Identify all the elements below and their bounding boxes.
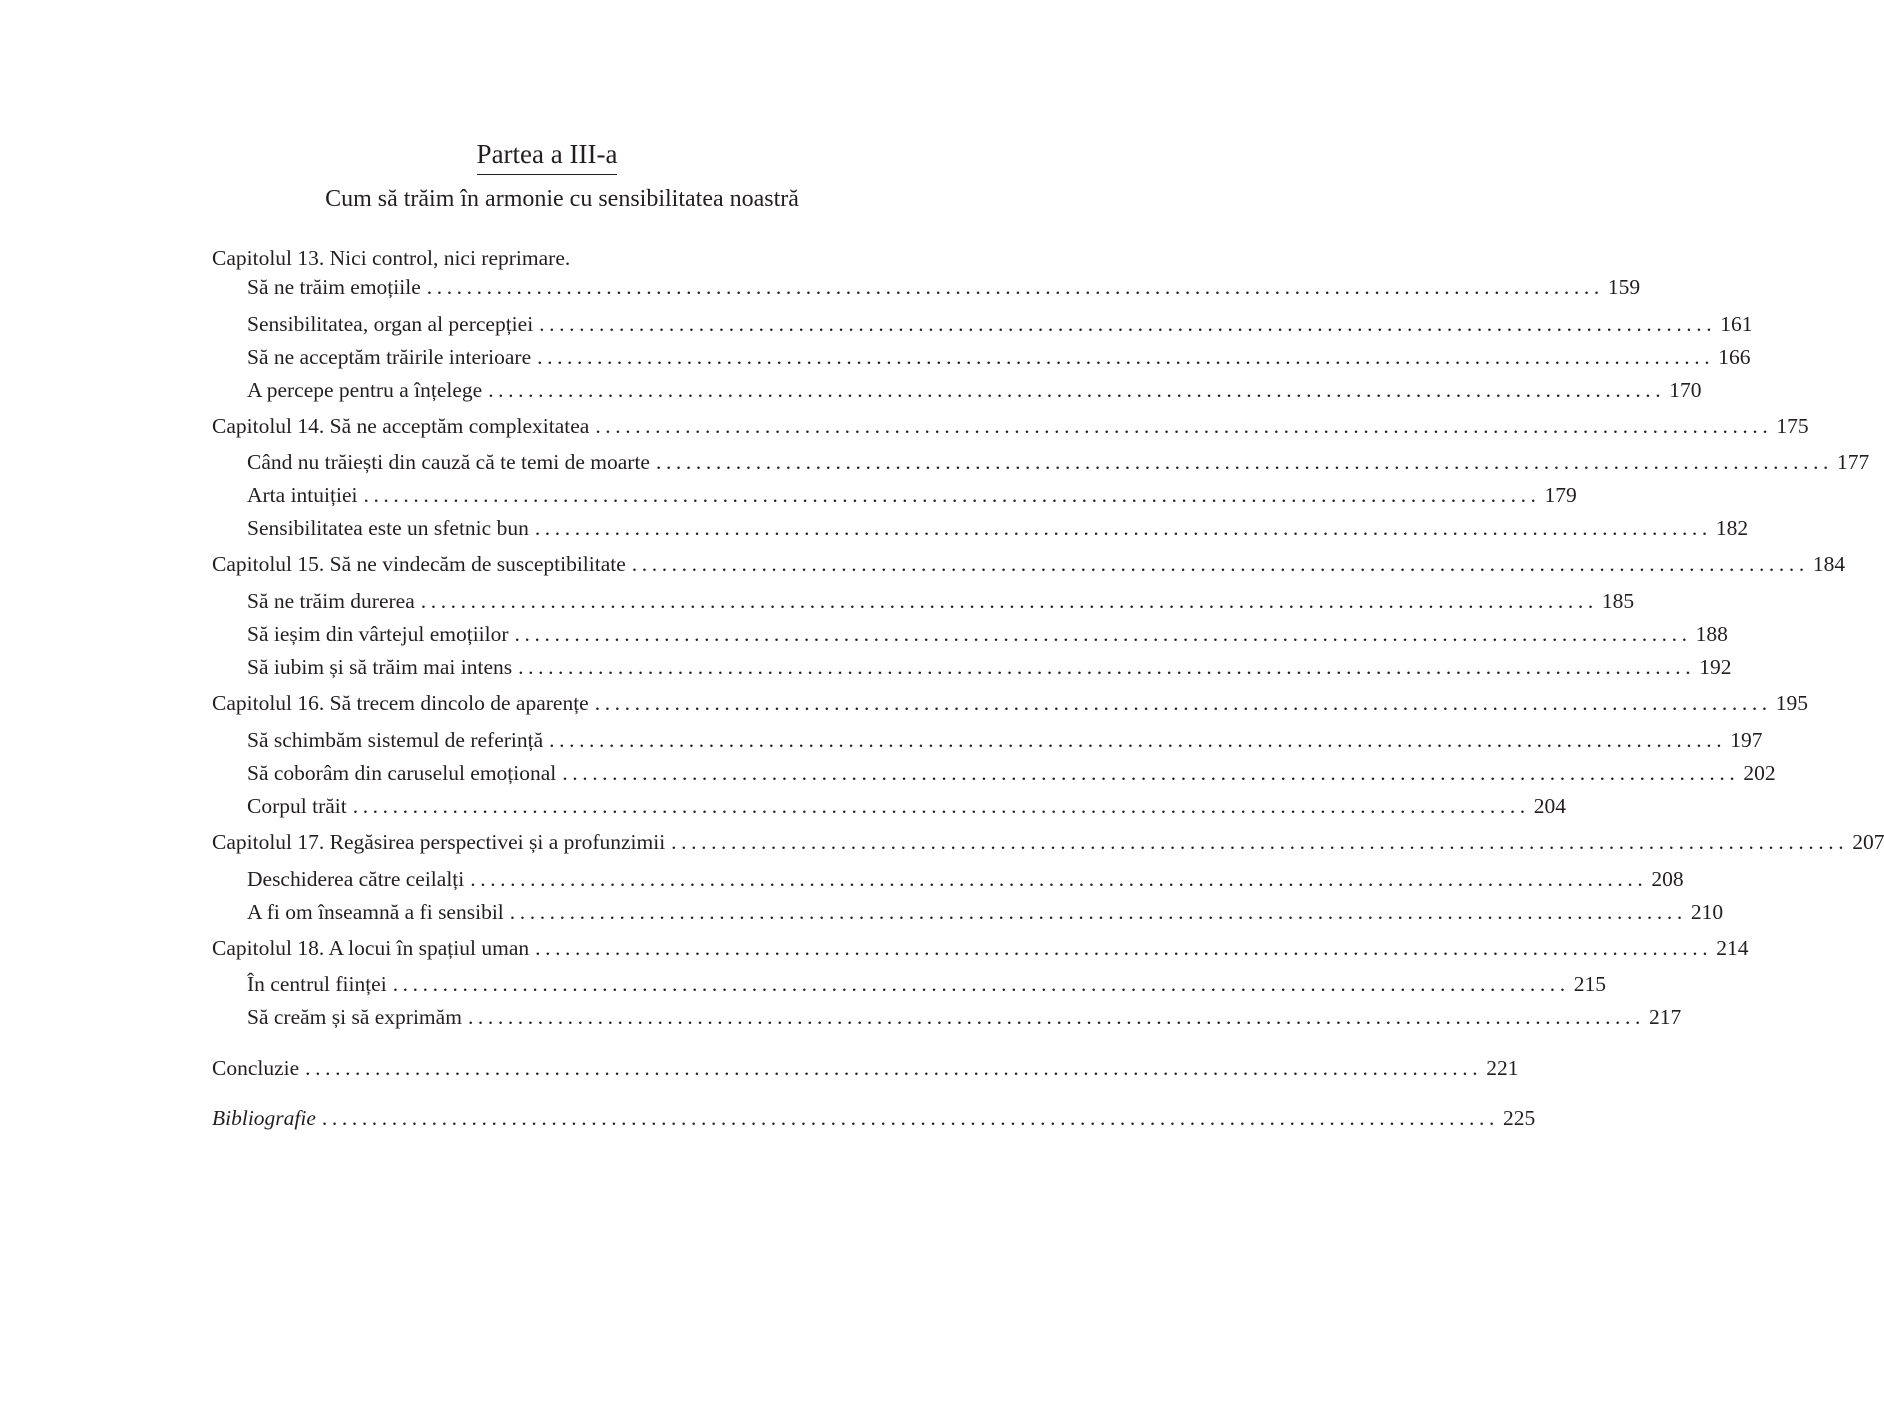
dot-leader: ...................................................................................................................... [509,900,1687,924]
dot-leader: ...................................................................................................................... [534,516,1712,540]
toc-entry-page: 177 [1837,450,1870,474]
toc-entry-page: 175 [1776,414,1809,438]
toc-entry-page: 166 [1718,345,1751,369]
dot-leader: ...................................................................................................................... [363,483,1541,507]
toc-entry-page: 204 [1533,794,1567,818]
toc-entry-label: A fi om înseamnă a fi sensibil [247,900,504,924]
dot-leader: ...................................................................................................................... [655,450,1834,474]
toc-entry-page: 214 [1716,936,1749,960]
dot-leader: ...................................................................................................................... [514,622,1692,646]
dot-leader: ...................................................................................................................... [488,378,1666,402]
toc-entry-page: 182 [1715,516,1749,540]
toc-chapter[interactable] [212,932,1749,964]
toc-entry-page: 210 [1690,900,1724,924]
toc-entry-label: Să ne trăim emoțiile [247,275,421,299]
toc-entry-label: În centrul ființei [247,972,387,996]
toc-entry-page: 197 [1730,728,1763,752]
toc-entry-label: Să iubim și să trăim mai intens [247,655,513,679]
toc-entry-label: Să ieșim din vârtejul emoțiilor [247,622,509,646]
toc-entry[interactable] [247,308,1753,340]
toc-entry-page: 225 [1502,1106,1536,1130]
toc-entry-label: Concluzie [212,1056,300,1080]
toc-entry[interactable] [247,585,1635,617]
toc-entry-label: Capitolul 17. Regăsirea perspectivei și a profunzimii [212,830,666,854]
dot-leader: ...................................................................................................................... [671,830,1849,854]
toc-entry-page: 202 [1743,761,1776,785]
dot-leader: ...................................................................................................................... [631,552,1809,576]
toc-entry[interactable] [247,446,1870,478]
toc-entry-page: 170 [1669,378,1702,402]
dot-leader: ...................................................................................................................... [594,691,1772,715]
dot-leader: ...................................................................................................................... [518,655,1696,679]
dot-leader: ...................................................................................................................... [426,275,1604,299]
toc-entry-label: Capitolul 18. A locui în spațiul uman [212,936,530,960]
dot-leader: ...................................................................................................................... [537,345,1715,369]
toc-entry-page: 208 [1651,867,1684,891]
part-title-wrap [0,136,1094,175]
toc-entry[interactable] [247,512,1749,544]
toc-entry-label: Să ne acceptăm trăirile interioare [247,345,532,369]
toc-entry-label: Capitolul 15. Să ne vindecăm de susceptibilitate [212,552,626,576]
toc-entry-page: 221 [1486,1056,1519,1080]
toc-chapter[interactable] [212,410,1809,442]
toc-chapter[interactable] [212,548,1846,580]
toc-entry-label: Să coborâm din caruselul emoțional [247,761,557,785]
dot-leader: ...................................................................................................................... [392,972,1570,996]
toc-entry-page: 161 [1720,312,1753,336]
toc-entry-label: Arta intuiției [247,483,358,507]
part-title: Partea a III-a [477,136,618,175]
toc-entry-page: 195 [1775,691,1809,715]
toc-entry-label: Capitolul 13. Nici control, nici reprimare. [212,246,571,270]
toc-entry-page: 184 [1812,552,1846,576]
toc-entry-page: 179 [1544,483,1577,507]
toc-entry-page: 217 [1649,1005,1682,1029]
toc-entry-label: Să creăm și să exprimăm [247,1005,462,1029]
dot-leader: ...................................................................................................................... [470,867,1648,891]
toc-entry[interactable] [247,374,1702,406]
toc-entry-label: Bibliografie [212,1106,316,1130]
toc-entry-page: 159 [1607,275,1641,299]
dot-leader: ...................................................................................................................... [352,794,1530,818]
toc-entry[interactable] [247,271,1641,303]
toc-entry-page: 185 [1601,589,1635,613]
toc-conclusion[interactable] [212,1052,1519,1084]
toc-entry-page: 215 [1573,972,1607,996]
toc-entry[interactable] [247,651,1732,683]
toc-chapter-13-heading [212,242,902,274]
toc-entry[interactable] [247,341,1751,373]
dot-leader: ...................................................................................................................... [539,312,1717,336]
toc-entry-label: Corpul trăit [247,794,347,818]
toc-entry-label: Capitolul 14. Să ne acceptăm complexitatea [212,414,590,438]
toc-entry[interactable] [247,968,1607,1000]
toc-entry[interactable] [247,618,1728,650]
toc-entry[interactable] [247,863,1684,895]
toc-entry[interactable] [247,479,1577,511]
toc-chapter[interactable] [212,826,1884,858]
toc-entry-label: Când nu trăiești din cauză că te temi de moarte [247,450,650,474]
toc-entry-label: Să schimbăm sistemul de referință [247,728,544,752]
dot-leader: ...................................................................................................................... [549,728,1727,752]
dot-leader: ...................................................................................................................... [595,414,1773,438]
toc-entry[interactable] [247,896,1724,928]
toc-entry[interactable] [247,1001,1682,1033]
toc-entry-page: 188 [1695,622,1728,646]
toc-entry-label: Sensibilitatea, organ al percepției [247,312,534,336]
dot-leader: ...................................................................................................................... [535,936,1713,960]
toc-entry-label: A percepe pentru a înțelege [247,378,483,402]
toc-entry[interactable] [247,757,1776,789]
toc-entry-label: Sensibilitatea este un sfetnic bun [247,516,529,540]
dot-leader: ...................................................................................................................... [420,589,1598,613]
toc-entry[interactable] [247,724,1763,756]
dot-leader: ...................................................................................................................... [467,1005,1645,1029]
toc-entry[interactable] [247,790,1567,822]
toc-entry-label: Capitolul 16. Să trecem dincolo de aparențe [212,691,589,715]
dot-leader: ...................................................................................................................... [305,1056,1483,1080]
part-subtitle: Cum să trăim în armonie cu sensibilitatea noastră [325,186,799,212]
toc-entry-label: Să ne trăim durerea [247,589,415,613]
toc-bibliography[interactable] [212,1102,1536,1134]
toc-entry-label: Deschiderea către ceilalți [247,867,465,891]
toc-entry-page: 192 [1699,655,1732,679]
dot-leader: ...................................................................................................................... [321,1106,1499,1130]
toc-chapter[interactable] [212,687,1809,719]
dot-leader: ...................................................................................................................... [562,761,1740,785]
toc-entry-page: 207 [1852,830,1884,854]
